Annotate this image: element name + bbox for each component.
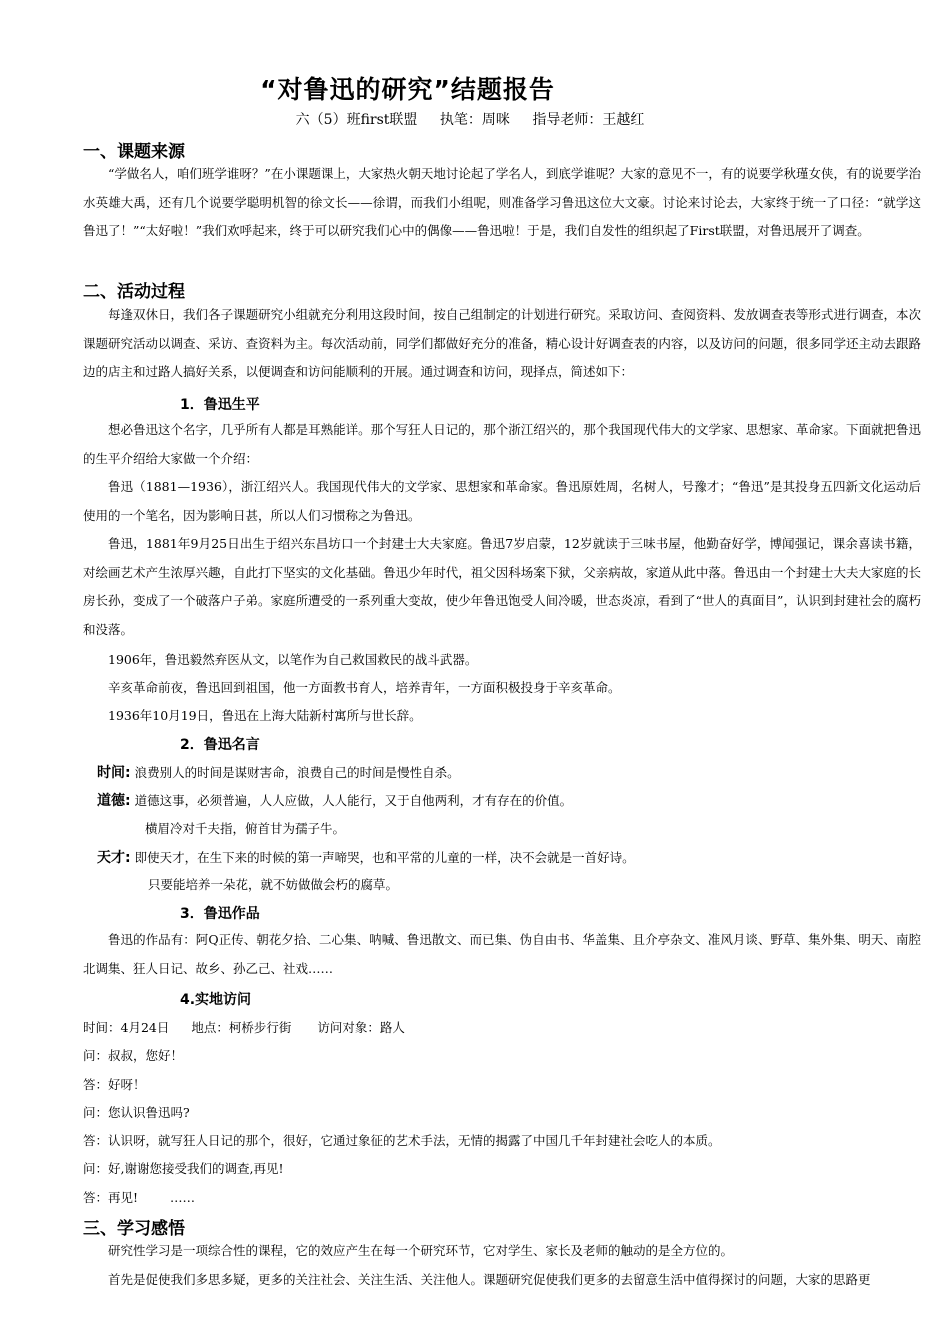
process-paragraph: 每逢双休日，我们各子课题研究小组就充分利用这段时间，按自己组制定的计划进行研究。采取访问、查阅资料、发放调查表等形式进行调查，本次课题研究活动以调查、采访、查资料为主。每次活动前，同学们都做好充分的准备，精心设计好调查表的内容，以及访问的问题，很多同学还主动去跟路边的店主和过路人搞好关系，以便调查和访问能顺利的开展。通过调查和访问，现择点，简述如下：: [83, 307, 921, 379]
byline-author: 执笔：周咪: [439, 112, 510, 128]
quote-text-morality: 道德这事，必须普遍，人人应做，人人能行，又于自他两利，才有存在的价值。: [134, 793, 573, 808]
dialogue-ellipsis: ……: [170, 1190, 196, 1205]
subheading-interview: 4.实地访问: [180, 992, 252, 1008]
biography-revolution-line: 辛亥革命前夜，鲁迅回到祖国，他一方面教书育人，培养青年，一方面积极投身于辛亥革命。: [108, 680, 621, 695]
dialogue-line: 问：叔叔，您好！: [83, 1048, 184, 1063]
section-heading-reflection: 三、学习感悟: [83, 1219, 185, 1239]
reflection-paragraph-1: 研究性学习是一项综合性的课程，它的效应产生在每一个研究环节，它对学生、家长及老师的触动的是全方位的。: [108, 1243, 734, 1258]
biography-name-paragraph: 鲁迅（1881—1936），浙江绍兴人。我国现代伟大的文学家、思想家和革命家。鲁迅原姓周，名树人，号豫才；“鲁迅”是其投身五四新文化运动后使用的一个笔名，因为影响日甚，所以人们习惯称之为鲁迅。: [83, 479, 921, 523]
subheading-works: 3．鲁迅作品: [180, 906, 260, 922]
dialogue-line: 问：好,谢谢您接受我们的调查,再见!: [83, 1161, 284, 1176]
subheading-biography: 1．鲁迅生平: [180, 397, 260, 413]
report-title: “对鲁迅的研究”结题报告: [260, 75, 555, 104]
quote-time: [97, 762, 460, 782]
quote-text-genius: 即使天才，在生下来的时候的第一声啼哭，也和平常的儿童的一样，决不会就是一首好诗。: [134, 850, 635, 865]
byline-teacher: 指导老师：王越红: [532, 112, 645, 128]
biography-death-line: 1936年10月19日，鲁迅在上海大陆新村寓所与世长辞。: [108, 708, 422, 723]
byline-group: 六（5）班first联盟: [295, 112, 418, 128]
interview-place: 地点：柯桥步行街: [191, 1020, 292, 1035]
dialogue-line-final: [83, 1188, 195, 1206]
byline: [0, 109, 950, 129]
quote-text-time: 浪费别人的时间是谋财害命，浪费自己的时间是慢性自杀。: [134, 765, 460, 780]
source-paragraph: “学做名人，咱们班学谁呀？”在小课题课上，大家热火朝天地讨论起了学名人，到底学谁呢？大家的意见不一，有的说要学秋瑾女侠，有的说要学治水英雄大禹，还有几个说要学聪明机智的徐文长——徐谓，而我们小组呢，则准备学习鲁迅这位大文豪。讨论来讨论去，大家终于统一了口径：“就学这鲁迅了！”“太好啦！”我们欢呼起来，终于可以研究我们心中的偶像——鲁迅啦！于是，我们自发性的组织起了First联盟，对鲁迅展开了调查。: [83, 166, 921, 238]
dialogue-line: 问：您认识鲁迅吗?: [83, 1105, 190, 1120]
biography-intro-paragraph: 想必鲁迅这个名字，几乎所有人都是耳熟能详。那个写狂人日记的，那个浙江绍兴的，那个我国现代伟大的文学家、思想家、革命家。下面就把鲁迅的生平介绍给大家做一个介绍：: [83, 422, 921, 466]
section-heading-source: 一、课题来源: [83, 142, 185, 162]
quote-genius-2: 只要能培养一朵花，就不妨做做会朽的腐草。: [148, 877, 399, 892]
quote-genius: [97, 847, 635, 867]
biography-1906-line: 1906年，鲁迅毅然弃医从文，以笔作为自己救国救民的战斗武器。: [108, 652, 478, 667]
works-paragraph: 鲁迅的作品有：阿Q正传、朝花夕拾、二心集、呐喊、鲁迅散文、而已集、伪自由书、华盖集、且介亭杂文、准风月谈、野草、集外集、明天、南腔北调集、狂人日记、故乡、孙乙己、社戏……: [83, 932, 921, 976]
quote-morality-2: 横眉冷对千夫指，俯首甘为孺子牛。: [145, 821, 346, 836]
interview-time: 时间：4月24日: [83, 1020, 170, 1035]
interview-target: 访问对象：路人: [317, 1020, 405, 1035]
subheading-quotes: 2．鲁迅名言: [180, 737, 260, 753]
quote-label-genius: 天才:: [97, 850, 131, 866]
quote-morality: [97, 790, 572, 810]
dialogue-line: 答：好呀！: [83, 1077, 146, 1092]
dialogue-line: 答：认识呀，就写狂人日记的那个，很好，它通过象征的艺术手法，无情的揭露了中国几千年封建社会吃人的本质。: [83, 1133, 721, 1148]
interview-meta: [83, 1018, 405, 1036]
dialogue-goodbye: 答：再见!: [83, 1190, 139, 1205]
section-heading-process: 二、活动过程: [83, 282, 185, 302]
biography-childhood-paragraph: 鲁迅，1881年9月25日出生于绍兴东昌坊口一个封建士大夫家庭。鲁迅7岁启蒙，12岁就读于三味书屋，他勤奋好学，博闻强记，课余喜读书籍，对绘画艺术产生浓厚兴趣，自此打下坚实的文化基础。鲁迅少年时代，祖父因科场案下狱，父亲病故，家道从此中落。鲁迅由一个封建士大夫大家庭的长房长孙，变成了一个破落户子弟。家庭所遭受的一系列重大变故，使少年鲁迅饱受人间冷暖，世态炎凉，看到了“世人的真面目”，认识到封建社会的腐朽和没落。: [83, 536, 921, 637]
quote-label-time: 时间:: [97, 765, 131, 781]
quote-label-morality: 道德:: [97, 793, 131, 809]
reflection-paragraph-2: 首先是促使我们多思多疑，更多的关注社会、关注生活、关注他人。课题研究促使我们更多的去留意生活中值得探讨的问题，大家的思路更: [108, 1272, 871, 1287]
